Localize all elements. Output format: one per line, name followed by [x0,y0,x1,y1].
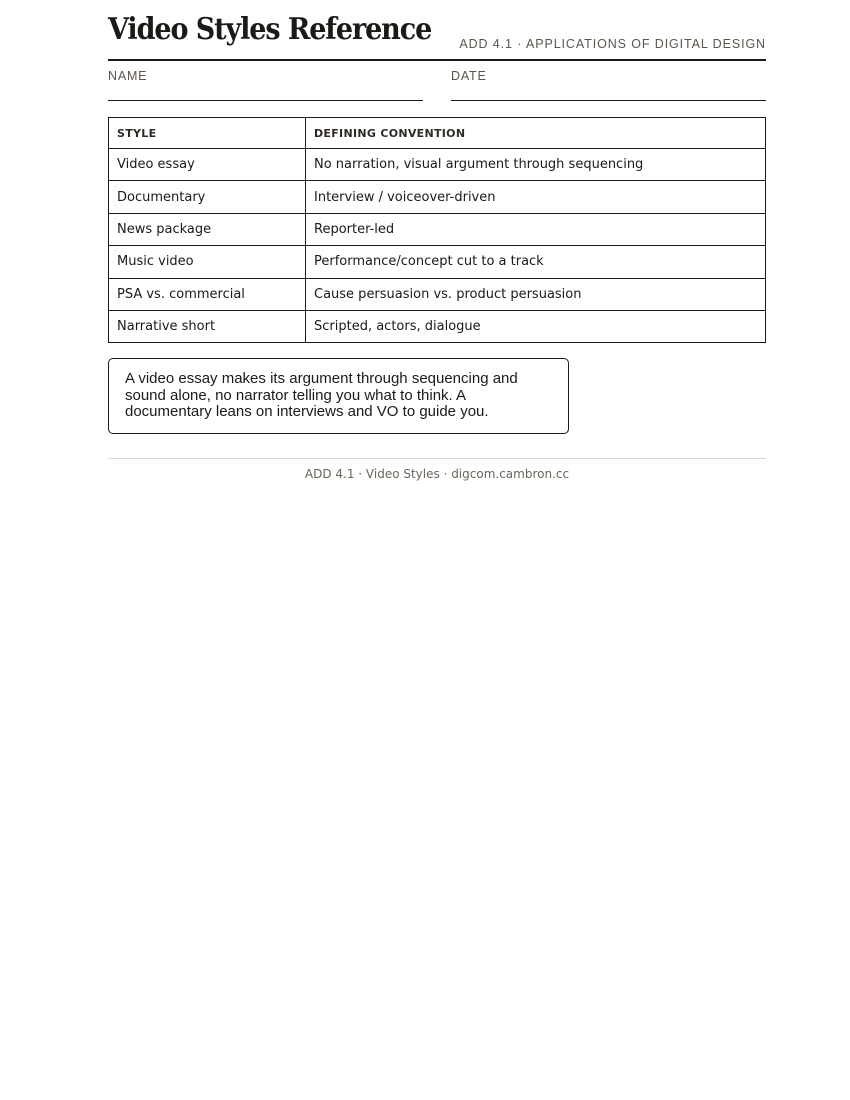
convention-cell: Cause persuasion vs. product persuasion [306,278,766,310]
style-cell: Narrative short [109,310,306,342]
style-cell: Video essay [109,149,306,181]
page-footer: ADD 4.1 · Video Styles · digcom.cambron.cc [108,458,766,481]
style-cell: PSA vs. commercial [109,278,306,310]
style-cell: Documentary [109,181,306,213]
name-field[interactable] [108,61,423,101]
convention-cell: No narration, visual argument through sequencing [306,149,766,181]
convention-cell: Reporter-led [306,213,766,245]
table-row [109,310,766,342]
note-box: A video essay makes its argument through sequencing and sound alone, no narrator telling you what to think. A documentary leans on interviews and VO to guide you. [108,358,569,434]
course-label: ADD 4.1 · APPLICATIONS OF DIGITAL DESIGN [459,37,766,51]
convention-cell: Interview / voiceover-driven [306,181,766,213]
column-header-convention: DEFINING CONVENTION [306,118,766,149]
table-row [109,149,766,181]
video-styles-table [108,117,766,343]
student-fields [108,61,766,101]
convention-cell: Scripted, actors, dialogue [306,310,766,342]
date-field[interactable] [451,61,766,101]
date-label: DATE [451,69,487,83]
table-row [109,213,766,245]
page-title: Video Styles Reference [108,12,432,47]
table-row [109,246,766,278]
style-cell: News package [109,213,306,245]
convention-cell: Performance/concept cut to a track [306,246,766,278]
table-row [109,278,766,310]
page-header [108,0,766,61]
table-row [109,181,766,213]
column-header-style: STYLE [109,118,306,149]
style-cell: Music video [109,246,306,278]
worksheet-page [108,0,766,481]
table-header-row [109,118,766,149]
name-label: NAME [108,69,148,83]
